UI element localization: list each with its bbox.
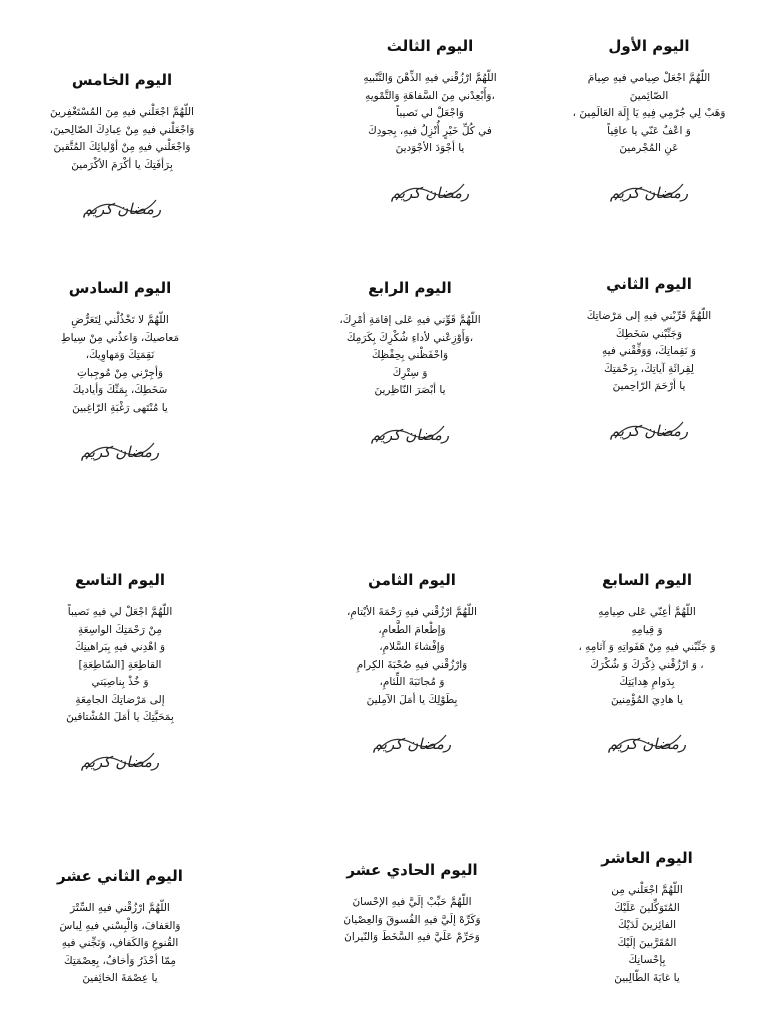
dua-line: يا مُنْتَهى رَغْبَةِ الرّاغِبينَ [72,401,168,414]
dua-line: اللّهُمَّ ارْزُقْني فيهِ السِّتْرَ [70,902,170,914]
dua-line: يا عِصْمَةَ الخائِفينَ [82,972,158,984]
dua-line: وَ مُجانَبَةَ اللِّئامِ، [379,676,445,688]
dua-line: بِمَحَبَّتِكَ يا أمَلَ المُشْتاقينَ [66,711,174,723]
dua-line: وَ جَنِّبْني فيهِ مِنْ هَفَواتِهِ وَ آثامِهِ ، [578,641,716,653]
day-card-1 [534,36,764,210]
svg-text:رمضان كريم: رمضان كريم [82,200,162,218]
day-card-2 [534,274,764,448]
day-title: اليوم الثاني عشر [57,867,183,885]
dua-line: بِرَأفَتِكَ يا أكْرَمَ الأكْرَمينَ [71,158,173,171]
day-card-3 [310,36,550,210]
day-card-5 [2,70,242,226]
svg-text:رمضان كريم: رمضان كريم [372,735,452,753]
dua-line: بِدَوامِ هِدايَتِكَ [619,676,675,688]
dua-line: وَاجْعَلْ لي نَصيباً [396,107,464,119]
day-title: اليوم الثامن [368,571,456,589]
dua-line: نَقِمَتِكَ وَمَهاوِيكَ، [85,349,155,361]
dua-line: اللّهُمَّ أعِنّي عَلى صِيامِهِ [598,606,696,618]
dua-line: وَاحْفَظْني بِحِفْظِكَ [371,349,449,361]
ramadan-kareem-logo [80,429,160,469]
dua-line: اللّهُمَّ قَرِّبْني فيهِ إلى مَرْضاتِكَ [586,310,712,322]
ramadan-kareem-logo [80,739,160,779]
day-title: اليوم السادس [68,279,172,297]
day-title: اليوم التاسع [74,571,166,589]
dua-line: إلى مَرْضاتِكَ الجامِعَةِ [75,693,165,706]
ramadan-kareem-logo [607,721,687,761]
dua-line: وَالعَفافَ، وَالْبِسْني فيهِ لِباسَ [59,919,181,932]
svg-text:رمضان كريم: رمضان كريم [607,735,687,753]
day-card-10 [530,848,764,987]
day-title: اليوم الأول [608,37,690,55]
dua-line: وَ نَقِماتِكَ، وَوَفِّقْني فيهِ [602,345,696,357]
ramadan-kareem-logo [372,721,452,761]
dua-line: اللّهُمَّ ارْزُقْني فيهِ الذِّهْنَ وَالتَّنْبيهِ [363,72,497,84]
svg-text:رمضان كريم: رمضان كريم [370,425,450,444]
dua-line: عَنِ المُجْرمينَ [619,142,679,154]
dua-line: وَ سِتْرِكَ [392,366,428,379]
day-title: اليوم الحادي عشر [346,861,478,879]
dua-line: في كُلِّ خَيْرٍ أُنْزِلُ فيهِ، بِجودِكَ [368,124,492,137]
day-card-6 [0,278,240,469]
dua-line: مِمّا أحْذَرُ وَأخافُ، بِعِصْمَتِكَ [63,954,177,967]
dua-line: يا أجْوَدَ الأجْوَدينَ [395,142,465,154]
dua-line: اللّهُمَّ اجْعَلْ لي فيهِ نَصيباً [67,606,173,618]
day-title: اليوم الرابع [368,279,452,297]
day-card-7 [530,570,764,761]
dua-line: القاطِعَةِ [السّاطِعَةِ] [78,658,162,671]
dua-line: يا أبْصَرَ النّاظِرينَ [374,384,446,396]
dua-line: اللّهُمَّ اجْعَلْني مِن [611,884,683,896]
dua-line: وَارْزُقْني فيهِ صُحْبَةَ الكِرامِ [356,658,468,671]
dua-line: اللّهُمَّ ارْزُقْني فيهِ رَحْمَةَ الأيْتامِ، [347,606,477,618]
dua-line: وَ قِيامِهِ [631,623,663,636]
dua-line: مِنْ رَحْمَتِكَ الواسِعَةِ [78,623,162,636]
dua-line: الفائِزينَ لَدَيْكَ [617,919,677,931]
ramadan-kareem-logo [82,186,162,226]
dua-text [530,882,764,987]
dua-line: وَ خُذْ بِناصِيَتي [91,676,149,688]
dua-line: المُتَوَكِّلينَ عَلَيْكَ [614,901,680,914]
day-title: اليوم الثالث [386,37,474,55]
dua-text [292,894,532,947]
day-title: اليوم العاشر [601,849,693,867]
svg-text:رمضان كريم: رمضان كريم [609,421,689,440]
dua-line: اللّهُمَّ لا تَخْذُلْني لِتَعَرُّضِ [71,314,169,326]
dua-line: لِقِرائَةِ آياتِكَ، بِرَحْمَتِكَ [604,362,694,375]
dua-line: وَحَرِّمْ عَلَيَّ فيهِ السَّخَطَ وَالنّيرانَ [344,931,480,943]
day-card-9 [0,570,240,779]
ramadan-kareem-logo [390,170,470,210]
day-card-8 [292,570,532,761]
dua-line: يا هادِيَ المُؤْمِنينَ [611,693,683,706]
dua-line: وَكَرِّهْ إلَيَّ فيهِ الفُسوقَ وَالعِصْيانَ [343,913,481,926]
svg-text:رمضان كريم: رمضان كريم [609,183,689,202]
dua-line: بِطَوْلِكَ يا أمَلَ الآمِلينَ [366,693,458,706]
dua-line: وَ اهْدِني فيهِ بِبَراهينِكَ [74,641,166,653]
svg-text:رمضان كريم: رمضان كريم [80,752,160,771]
dua-line: الصّائِمينَ [629,89,669,102]
dua-line: ،وَأَوْزِعْني لأداءِ شُكْرِكَ بِكَرَمِكَ [346,331,474,344]
dua-text [0,312,240,417]
dua-line: مَعاصيكَ، وَاعذُني مِنْ سِياطِ [60,331,180,344]
svg-text:رمضان كريم: رمضان كريم [80,443,160,461]
dua-text [534,308,764,396]
dua-line: يا غايَةَ الطّالِبينَ [614,971,680,984]
dua-line: اللّهُمَّ اجْعَلْني فيهِ مِنَ المُسْتَغْفِرينَ [50,106,194,118]
dua-text [0,604,240,727]
dua-line: وَإفْشاءَ السَّلامِ، [379,641,445,653]
day-title: اليوم الخامس [71,71,173,89]
dua-line: اللّهُمَّ حَبِّبْ إلَيَّ فيهِ الإحْسانَ [352,896,472,908]
ramadan-kareem-logo [609,408,689,448]
dua-line: بِإحْسانِكَ [628,954,666,966]
dua-text [534,70,764,158]
ramadan-kareem-logo [609,170,689,210]
dua-text [290,312,530,400]
dua-line: القُنوعِ وَالكَفافِ، وَنَجِّني فيهِ [61,937,179,949]
dua-text [530,604,764,709]
dua-line: وَجَنِّبْني سَخَطِكَ [615,327,683,340]
dua-line: وَأجِرْني مِنْ مُوجِباتِ [76,366,164,379]
dua-line: المُقَرَّبينَ إلَيْكَ [617,936,677,949]
dua-line: وَاجْعَلْني فيهِ مِنْ عِبادِكَ الصّالِحينَ، [49,123,195,136]
svg-text:رمضان كريم: رمضان كريم [390,183,470,202]
dua-line: ، وَ ارْزُقْني ذِكْرَكَ وَ شُكْرَكَ [590,658,704,671]
dua-line: يا أرْحَمَ الرّاحِمينَ [612,380,686,392]
dua-text [310,70,550,158]
day-title: اليوم السابع [601,571,693,589]
day-card-12 [0,866,240,988]
dua-line: وَ اعْفُ عَنّي يا عافِياً [607,124,691,137]
day-title: اليوم الثاني [606,275,692,293]
dua-line: وَهَبْ لِي جُرْمِي فِيهِ يَا إِلَهَ العَالَمِينَ ، [572,107,726,119]
dua-line: سَخَطِكَ، بِمَنِّكَ وَأياديكَ [72,384,168,396]
dua-text [2,104,242,174]
dua-text [292,604,532,709]
dua-line: وَاجْعَلْني فيهِ مِنْ أوْليائِكَ المُتَّقينَ [53,141,191,153]
ramadan-kareem-logo [370,412,450,452]
dua-line: اللّهُمَّ قَوِّني فيهِ عَلى إقامَةِ أمْرِكَ، [339,314,481,326]
dua-line: وَإطْعامَ الطَّعامِ، [378,623,446,636]
dua-line: ،وَأَبْعِدْني مِنَ السَّفاهَةِ وَالتَّمْويهِ [365,89,495,102]
dua-line: اللّهُمَّ اجْعَلْ صِيامي فيهِ صِيامَ [587,72,711,84]
dua-text [0,900,240,988]
day-card-11 [292,860,532,947]
day-card-4 [290,278,530,452]
